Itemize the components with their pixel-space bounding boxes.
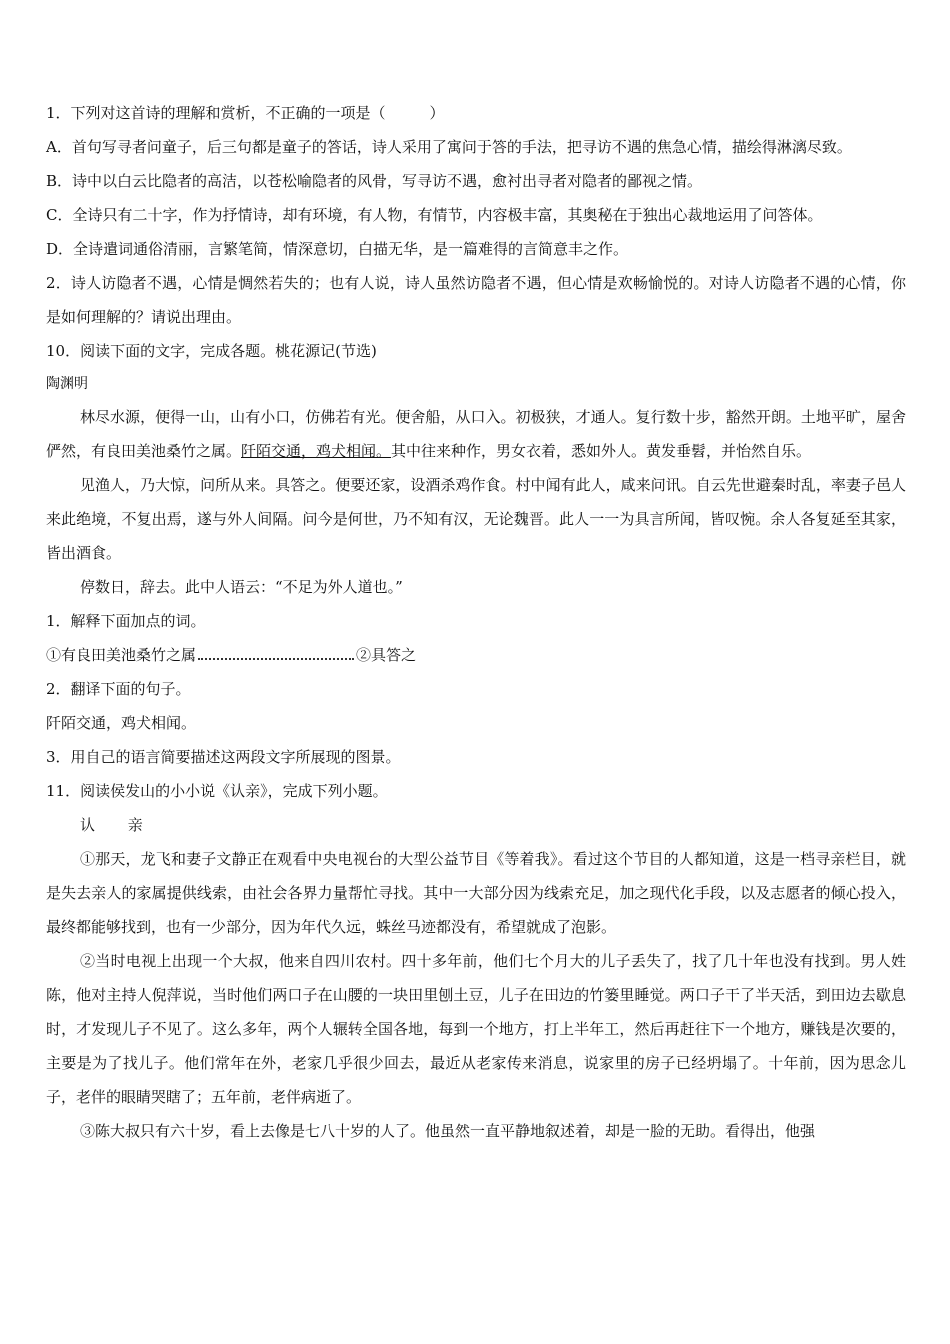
underlined-sentence: 阡陌交通，鸡犬相闻。 xyxy=(241,442,392,460)
q10-sub-2: 2．翻译下面的句子。 xyxy=(46,680,191,698)
story-paragraph-2: ②当时电视上出现一个大叔，他来自四川农村。四十多年前，他们七个月大的儿子丢失了，找了几十年也没有找到。男人姓陈，他对主持人倪萍说，当时他们两口子在山腰的一块田里刨土豆，儿子在田边的竹篓里睡觉。两口子干了半天活，到田边去歇息时，才发现儿子不见了。这么多年，两个人辗转全国各地，每到一个地方，打上半年工，然后再赶往下一个地方，赚钱是次要的，主要是为了找儿子。他们常年在外，老家几乎很少回去，最近从老家传来消息，说家里的房子已经坍塌了。十年前，因为思念儿子，老伴的眼睛哭瞎了；五年前，老伴病逝了。 xyxy=(46,952,906,1106)
q10-heading: 10．阅读下面的文字，完成各题。桃花源记(节选) xyxy=(46,342,377,360)
option-a: A．首句写寻者问童子，后三句都是童子的答话，诗人采用了寓问于答的手法，把寻访不遇的焦急心情，描绘得淋漓尽致。 xyxy=(46,138,852,156)
option-b: B．诗中以白云比隐者的高洁，以苍松喻隐者的风骨，写寻访不遇，愈衬出寻者对隐者的鄙视之情。 xyxy=(46,172,703,190)
question-1: 1．下列对这首诗的理解和赏析，不正确的一项是（ ） xyxy=(46,104,445,122)
story-paragraph-3: ③陈大叔只有六十岁，看上去像是七八十岁的人了。他虽然一直平静地叙述着，却是一脸的无助。看得出，他强 xyxy=(80,1122,816,1140)
option-d: D．全诗遣词通俗清丽，言繁笔简，情深意切，白描无华，是一篇难得的言简意丰之作。 xyxy=(46,240,629,258)
q10-paragraph-1: 林尽水源，便得一山，山有小口，仿佛若有光。便舍船，从口入。初极狭，才通人。复行数十步，豁然开朗。土地平旷，屋舍俨然，有良田美池桑竹之属。阡陌交通，鸡犬相闻。其中往来种作，男女衣着，悉如外人。黄发垂髫，并怡然自乐。 xyxy=(46,408,906,460)
story-paragraph-1: ①那天，龙飞和妻子文静正在观看中央电视台的大型公益节目《等着我》。看过这个节目的人都知道，这是一档寻亲栏目，就是失去亲人的家属提供线索，由社会各界力量帮忙寻找。其中一大部分因为线索充足，加之现代化手段，以及志愿者的倾心投入，最终都能够找到，也有一少部分，因为年代久远，蛛丝马迹都没有，希望就成了泡影。 xyxy=(46,850,906,936)
option-c: C．全诗只有二十字，作为抒情诗，却有环境，有人物，有情节，内容极丰富，其奥秘在于独出心裁地运用了问答体。 xyxy=(46,206,823,224)
q10-paragraph-2: 见渔人，乃大惊，问所从来。具答之。便要还家，设酒杀鸡作食。村中闻有此人，咸来问讯。自云先世避秦时乱，率妻子邑人来此绝境，不复出焉，遂与外人间隔。问今是何世，乃不知有汉，无论魏晋。此人一一为具言所闻，皆叹惋。余人各复延至其家，皆出酒食。 xyxy=(46,476,906,562)
q10-sub-3: 3．用自己的语言简要描述这两段文字所展现的图景。 xyxy=(46,748,401,766)
q11-heading: 11．阅读侯发山的小小说《认亲》，完成下列小题。 xyxy=(46,782,388,800)
question-2: 2．诗人访隐者不遇，心情是惆然若失的；也有人说，诗人虽然访隐者不遇，但心情是欢畅愉悦的。对诗人访隐者不遇的心情，你是如何理解的？请说出理由。 xyxy=(46,274,906,326)
q10-author: 陶渊明 xyxy=(46,376,88,392)
q10-sub-1-items: ①有良田美池桑竹之属 ②具答之 xyxy=(46,646,417,664)
answer-blank[interactable] xyxy=(198,646,354,660)
q10-paragraph-3: 停数日，辞去。此中人语云：“不足为外人道也。” xyxy=(80,578,403,596)
q10-sub-1: 1．解释下面加点的词。 xyxy=(46,612,206,630)
q10-sub-2-text: 阡陌交通，鸡犬相闻。 xyxy=(46,714,197,732)
document-page xyxy=(46,96,906,1148)
story-title: 认 亲 xyxy=(80,816,157,834)
